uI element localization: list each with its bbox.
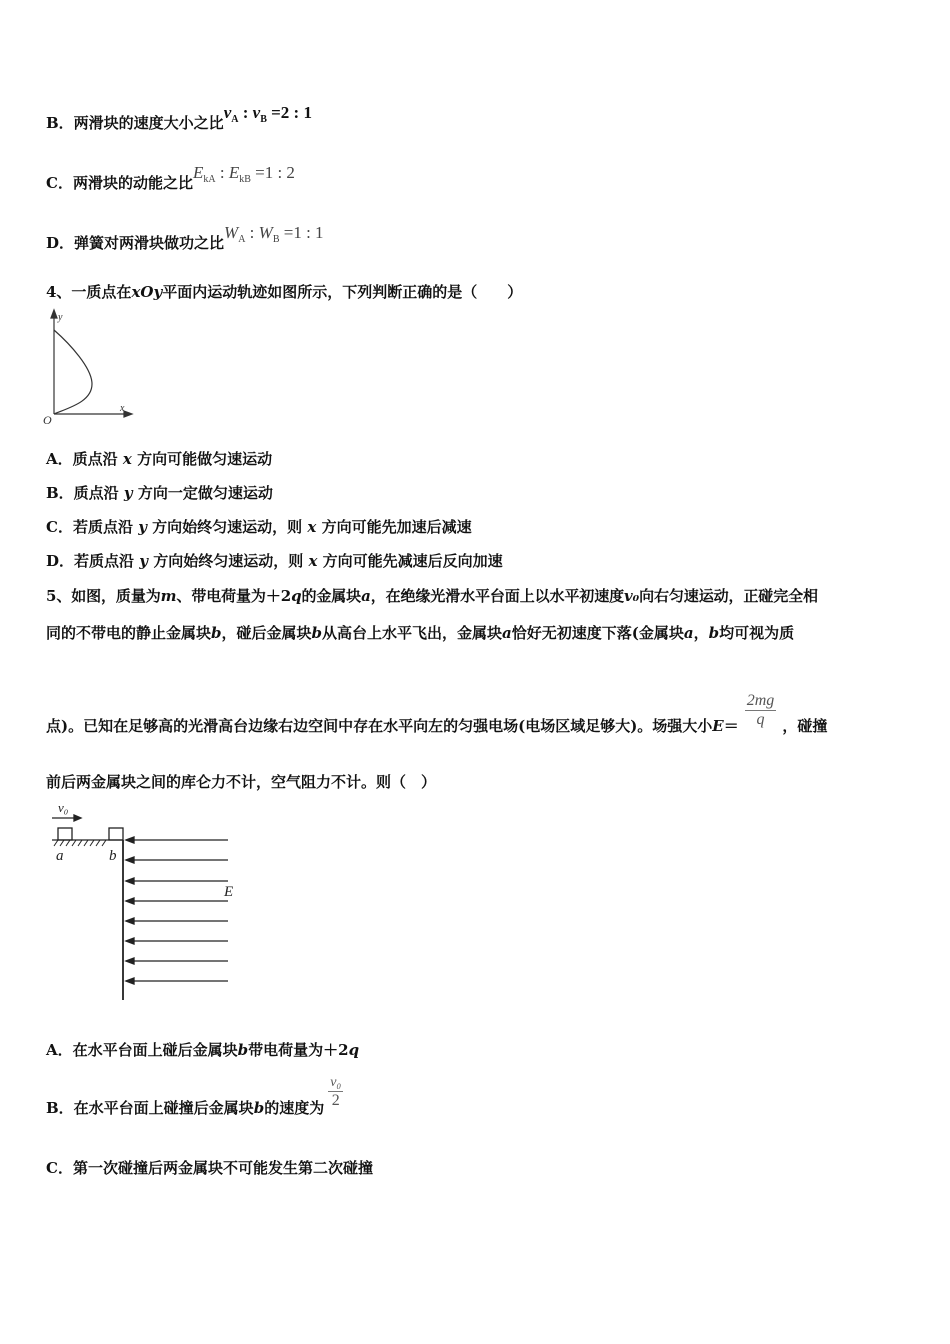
q4-stem: 4、一质点在xOy平面内运动轨迹如图所示，下列判断正确的是（ ） xyxy=(46,283,523,301)
q5-option-b: B．在水平台面上碰撞后金属块b的速度为 $\frac{\text{v₀}}{2}$ xyxy=(46,1075,342,1117)
q5-electric-field-figure xyxy=(46,798,246,1004)
speed-fraction: $\frac{\text{v₀}}{2}$ xyxy=(330,1075,342,1109)
label-b: b xyxy=(109,848,117,864)
v0-label: v₀ xyxy=(58,800,69,815)
x-axis-arrow xyxy=(124,411,132,417)
y-axis-arrow xyxy=(51,310,57,318)
origin-label: O xyxy=(43,413,52,427)
q5-stem-line1: 5、如图，质量为m、带电荷量为＋2q的金属块a，在绝缘光滑水平台面上以水平初速度v₀向右匀速运动，正碰完全相 xyxy=(46,587,818,605)
q4-option-a: A．质点沿 x 方向可能做匀速运动 xyxy=(46,450,273,468)
field-lines xyxy=(126,837,228,984)
trajectory-curve xyxy=(54,330,92,414)
q5-stem-line4: 前后两金属块之间的库仑力不计，空气阻力不计。则（ ） xyxy=(46,773,437,791)
q3-option-b-math: $v_A$ : $v_B =2$ : 1 xyxy=(223,103,312,125)
q3-option-b: B．两滑块的速度大小之比$v_A$ : $v_B =2$ : 1 xyxy=(46,103,312,132)
field-strength-fraction: $\frac{2mg}{q}$ xyxy=(746,692,775,728)
y-axis-label: y xyxy=(58,312,63,323)
x-axis-label: x xyxy=(120,403,125,414)
q4-option-c: C．若质点沿 y 方向始终匀速运动，则 x 方向可能先加速后减速 xyxy=(46,518,472,536)
block-b xyxy=(109,828,123,840)
q4-option-b: B．质点沿 y 方向一定做匀速运动 xyxy=(46,484,273,502)
q5-stem-line2: 同的不带电的静止金属块b，碰后金属块b从高台上水平飞出，金属块a恰好无初速度下落(金属块a，b均可视为质 xyxy=(46,624,795,642)
q5-stem-line3: 点)。已知在足够高的光滑高台边缘右边空间中存在水平向左的匀强电场(电场区域足够大)。场强大小E＝ $\frac{2mg}{q}$ ，碰撞 xyxy=(46,692,828,735)
q3-option-c-math: $E_{kA}$ : $E_{kB} =1$ : 2 xyxy=(192,163,295,185)
q4-option-d: D．若质点沿 y 方向始终匀速运动，则 x 方向可能先减速后反向加速 xyxy=(46,552,503,570)
label-a: a xyxy=(56,848,64,864)
q3-option-d-math: $W_A$ : $W_B =1$ : 1 xyxy=(224,223,324,245)
label-E: E xyxy=(224,884,234,900)
q4-trajectory-figure xyxy=(40,308,140,428)
q3-option-c: C．两滑块的动能之比$E_{kA}$ : $E_{kB} =1$ : 2 xyxy=(46,163,295,192)
q5-option-a: A．在水平台面上碰后金属块b带电荷量为＋2q xyxy=(46,1041,360,1059)
q3-option-d: D．弹簧对两滑块做功之比$W_A$ : $W_B =1$ : 1 xyxy=(46,223,324,252)
block-a xyxy=(58,828,72,840)
q5-option-c: C．第一次碰撞后两金属块不可能发生第二次碰撞 xyxy=(46,1159,373,1177)
